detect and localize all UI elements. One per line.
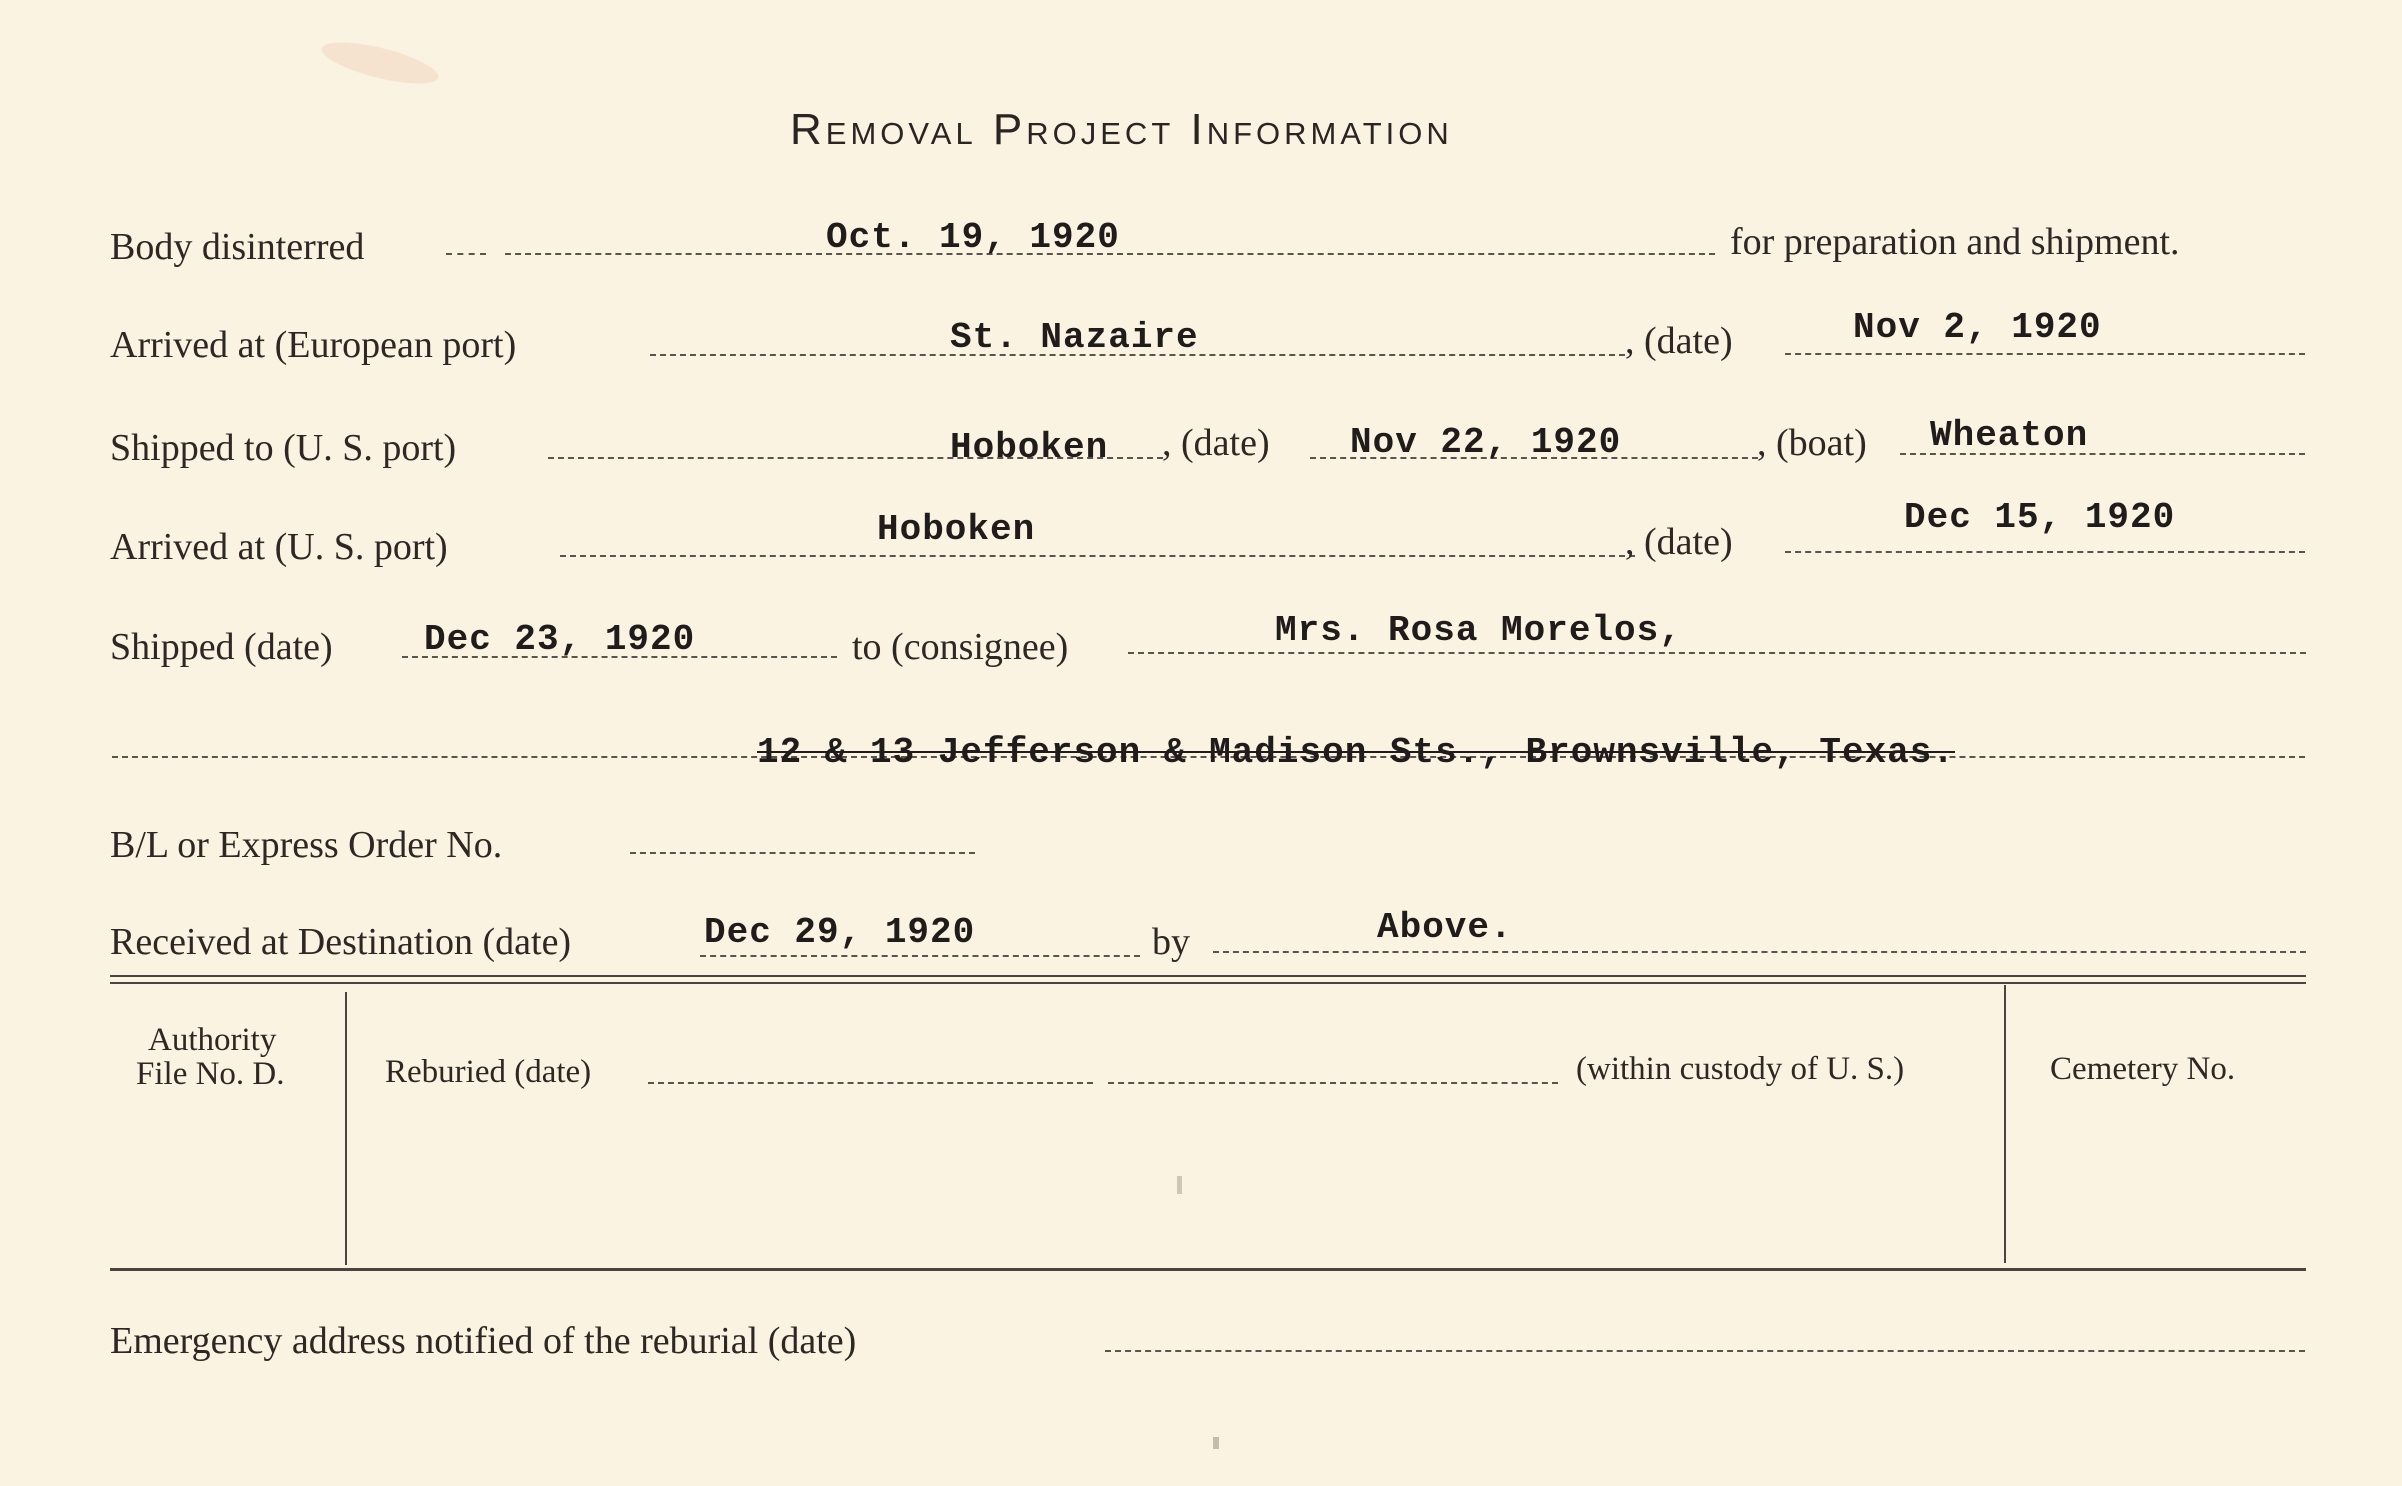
shipped-label: Shipped (date) <box>110 626 333 668</box>
by-label: by <box>1152 921 1190 963</box>
reburied-line-a <box>648 1082 1093 1084</box>
cemetery-label: Cemetery No. <box>2050 1051 2236 1087</box>
boat-label: , (boat) <box>1757 422 1867 464</box>
address-value: 12 & 13 Jefferson & Madison Sts., Brownsville, Texas. <box>757 732 1955 773</box>
preparation-shipment-label: for preparation and shipment. <box>1730 221 2180 263</box>
by-line <box>1213 951 2306 953</box>
table-top-rule-1 <box>110 975 2306 977</box>
shipped-value: Dec 23, 1920 <box>424 619 696 660</box>
european-port-label: Arrived at (European port) <box>110 324 517 366</box>
shipped-to-us-label: Shipped to (U. S. port) <box>110 427 457 469</box>
body-disinterred-line-a <box>446 253 486 255</box>
shipped-date-label: , (date) <box>1162 422 1270 464</box>
boat-value: Wheaton <box>1930 415 2089 456</box>
received-line <box>700 955 1140 957</box>
received-label: Received at Destination (date) <box>110 921 572 963</box>
european-date-label: , (date) <box>1625 320 1733 362</box>
consignee-line <box>1128 652 2306 654</box>
body-disinterred-label: Body disinterred <box>110 226 365 268</box>
paper-speck <box>1177 1176 1182 1194</box>
by-value: Above. <box>1377 907 1513 948</box>
arrived-us-line <box>560 555 1635 557</box>
authority-label-line2: File No. D. <box>136 1056 285 1092</box>
emergency-line <box>1105 1350 2305 1352</box>
arrived-us-port: Hoboken <box>877 509 1036 550</box>
paper-speck-2 <box>1213 1437 1219 1449</box>
card-title: Removal Project Information <box>790 105 1453 154</box>
table-divider-left <box>345 992 347 1265</box>
table-bottom-rule <box>110 1268 2306 1271</box>
arrived-us-label: Arrived at (U. S. port) <box>110 526 448 568</box>
bl-order-line <box>630 852 975 854</box>
consignee-label: to (consignee) <box>852 626 1069 668</box>
table-top-rule-2 <box>110 982 2306 984</box>
bl-order-label: B/L or Express Order No. <box>110 824 503 866</box>
custody-label: (within custody of U. S.) <box>1576 1051 1905 1087</box>
reburied-line-b <box>1108 1082 1558 1084</box>
arrived-us-date-line <box>1785 551 2305 553</box>
reburied-label: Reburied (date) <box>385 1054 592 1090</box>
table-divider-right <box>2004 985 2006 1263</box>
european-date-value: Nov 2, 1920 <box>1853 307 2102 348</box>
received-value: Dec 29, 1920 <box>704 912 976 953</box>
arrived-us-date-label: , (date) <box>1625 521 1733 563</box>
paper-stain <box>318 34 442 92</box>
authority-label-line1: Authority <box>148 1022 277 1058</box>
consignee-value: Mrs. Rosa Morelos, <box>1275 610 1682 651</box>
body-disinterred-date: Oct. 19, 1920 <box>826 217 1120 258</box>
emergency-label: Emergency address notified of the reburial (date) <box>110 1320 857 1362</box>
shipped-date-value: Nov 22, 1920 <box>1350 422 1622 463</box>
shipped-to-us-port: Hoboken <box>950 427 1109 468</box>
european-port-value: St. Nazaire <box>950 317 1199 358</box>
arrived-us-date-value: Dec 15, 1920 <box>1904 497 2176 538</box>
european-date-line <box>1785 353 2305 355</box>
